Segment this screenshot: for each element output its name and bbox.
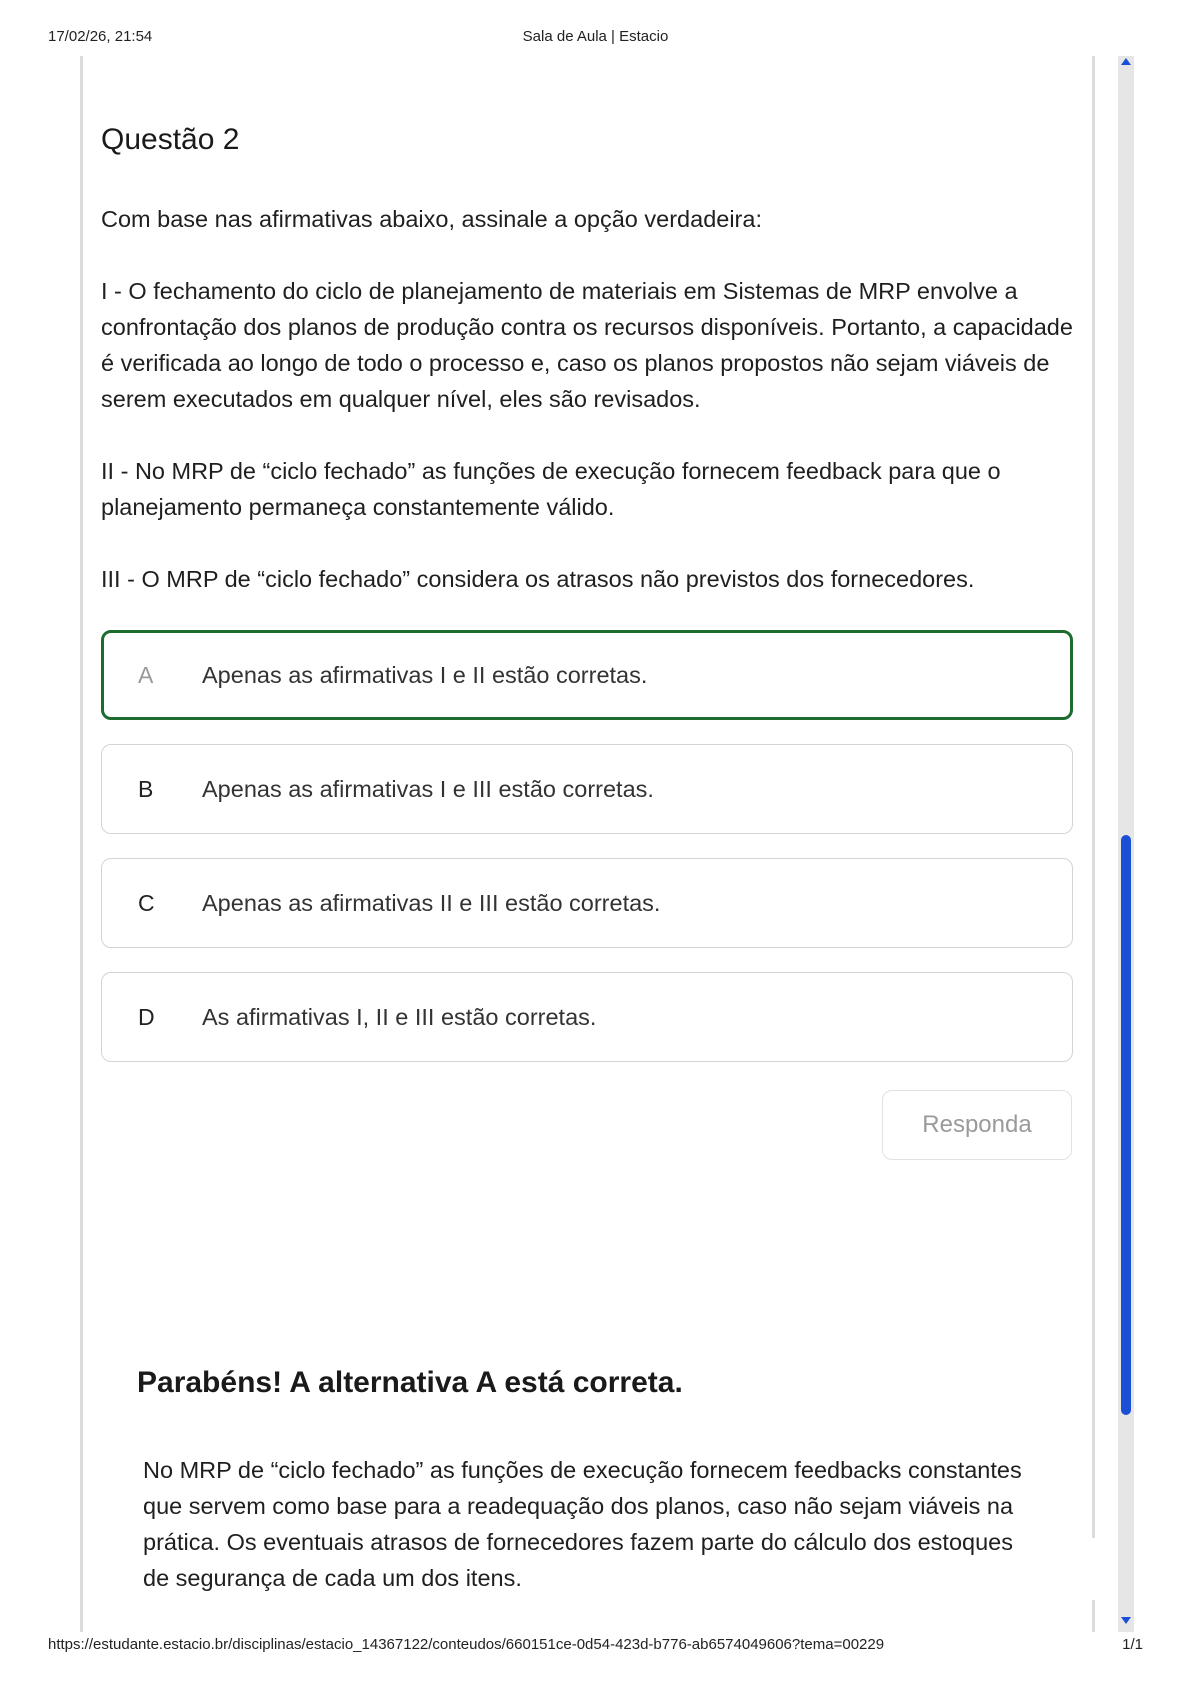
question-statement <box>101 201 1075 597</box>
print-url: https://estudante.estacio.br/disciplinas/estacio_14367122/conteudos/660151ce-0d54-423d-b776-ab6574049606?tema=00229 <box>48 1636 885 1653</box>
feedback-title: Parabéns! A alternativa A está correta. <box>137 1366 683 1399</box>
question-content <box>101 120 1075 633</box>
print-page-title: Sala de Aula | Estacio <box>522 28 669 45</box>
answer-options <box>101 630 1073 1086</box>
statement-i: I - O fechamento do ciclo de planejamento de materiais em Sistemas de MRP envolve a confrontação dos planos de produção contra os recursos disponíveis. Portanto, a capacidade é verificada ao longo de todo o processo e, caso os planos propostos não sejam viáveis de serem executados em qualquer nível, eles são revisados. <box>101 278 1073 412</box>
question-title: Questão 2 <box>101 123 240 156</box>
answer-button[interactable]: Responda <box>882 1090 1072 1160</box>
content-right-border <box>1092 56 1095 1538</box>
option-letter: C <box>138 889 155 916</box>
print-datetime: 17/02/26, 21:54 <box>48 28 153 45</box>
statement-ii: II - No MRP de “ciclo fechado” as funções de execução fornecem feedback para que o planejamento permaneça constantemente válido. <box>101 458 1001 520</box>
question-prompt: Com base nas afirmativas abaixo, assinale a opção verdadeira: <box>101 206 762 232</box>
option-text: Apenas as afirmativas II e III estão corretas. <box>202 889 661 916</box>
content-left-border <box>80 56 83 1632</box>
option-letter: A <box>138 661 154 688</box>
option-text: Apenas as afirmativas I e II estão corretas. <box>202 661 648 688</box>
option-letter: D <box>138 1003 155 1030</box>
print-header <box>48 28 1143 50</box>
content-right-border-lower <box>1092 1600 1095 1632</box>
option-c[interactable] <box>101 858 1073 948</box>
scroll-down-arrow-icon[interactable] <box>1121 1617 1131 1624</box>
feedback-explanation: No MRP de “ciclo fechado” as funções de execução fornecem feedbacks constantes que servem como base para a readequação dos planos, caso não sejam viáveis na prática. Os eventuais atrasos de fornecedores fazem parte do cálculo dos estoques de segurança de cada um dos itens. <box>143 1457 1022 1591</box>
scrollbar-thumb[interactable] <box>1121 835 1131 1415</box>
option-text: Apenas as afirmativas I e III estão corretas. <box>202 775 654 802</box>
scroll-up-arrow-icon[interactable] <box>1121 58 1131 65</box>
option-d[interactable] <box>101 972 1073 1062</box>
option-letter: B <box>138 775 154 802</box>
option-b[interactable] <box>101 744 1073 834</box>
option-a[interactable] <box>101 630 1073 720</box>
statement-iii: III - O MRP de “ciclo fechado” considera os atrasos não previstos dos fornecedores. <box>101 566 975 592</box>
print-page-count: 1/1 <box>1122 1636 1143 1653</box>
print-footer <box>48 1636 1143 1658</box>
option-text: As afirmativas I, II e III estão corretas. <box>202 1003 597 1030</box>
